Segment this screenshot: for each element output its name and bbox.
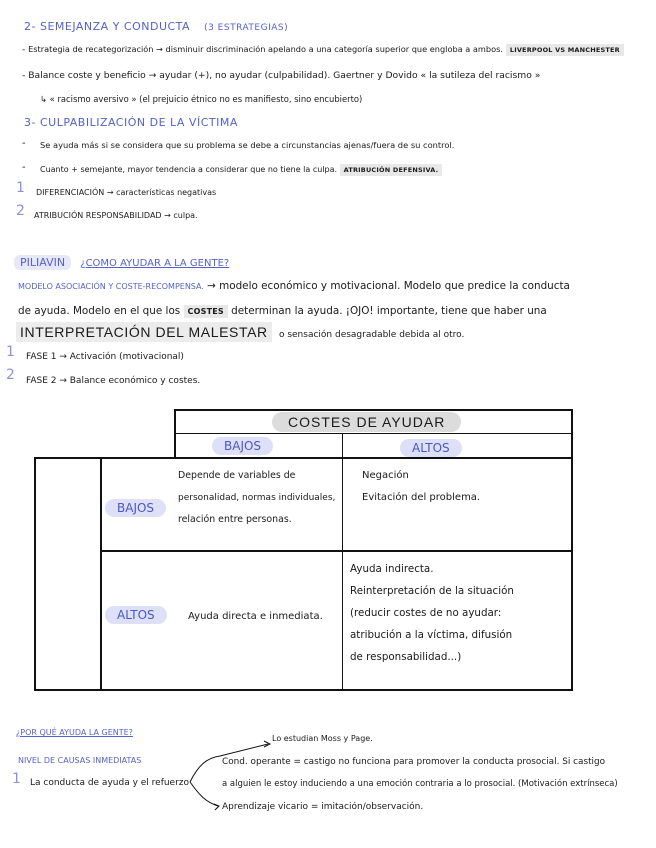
bullet-dash-2: - [22, 162, 26, 173]
cell-text: atribución a la víctima, difusión [350, 629, 513, 641]
responsibility-item: ATRIBUCIÓN RESPONSABILIDAD → culpa. [34, 211, 198, 220]
cell-text: Ayuda directa e inmediata. [188, 611, 323, 622]
bullet-dash-1: - [22, 138, 26, 149]
defensive-attribution-tag: ATRIBUCIÓN DEFENSIVA. [340, 164, 443, 176]
section2-title [24, 20, 288, 33]
how-to-help-question: ¿COMO AYUDAR A LA GENTE? [80, 258, 230, 269]
bullet-dash: - [22, 45, 29, 55]
recategorization-text: Estrategia de recategorización → disminuir discriminación apelando a una categoría superior que engloba a ambos. [28, 44, 503, 54]
number-2: 2 [16, 203, 25, 219]
branch-arrows-icon [184, 738, 244, 808]
immediate-causes-level: NIVEL DE CAUSAS INMEDIATAS [18, 756, 142, 765]
row-header-low: BAJOS [105, 499, 166, 517]
why-help-question: ¿POR QUÉ AYUDA LA GENTE? [16, 728, 133, 737]
liverpool-tag: LIVERPOOL VS MANCHESTER [506, 44, 624, 56]
balance-line: - Balance coste y beneficio → ayudar (+), no ayudar (culpabilidad). Gaertner y Dovido « la sutileza del racismo » [22, 70, 541, 81]
section3-title: 3- CULPABILIZACIÓN DE LA VÍCTIMA [24, 116, 238, 129]
why-number-1: 1 [12, 771, 21, 787]
cell-high-high [350, 558, 514, 668]
phase1-text: FASE 1 → Activación (motivacional) [26, 352, 184, 362]
similarity-text: Cuanto + semejante, mayor tendencia a considerar que no tiene la culpa. [40, 165, 338, 174]
cell-high-low [188, 606, 323, 628]
cell-text: Depende de variables de [178, 470, 296, 481]
section2-line1 [22, 44, 624, 55]
operant-conditioning-line1: Cond. operante = castigo no funciona para promover la conducta prosocial. Si castigo [222, 757, 606, 767]
reinforcement-item: La conducta de ayuda y el refuerzo [30, 778, 190, 788]
piliavin-label: PILIAVIN [14, 255, 71, 270]
cell-text: (reducir costes de no ayudar: [350, 607, 502, 619]
cell-low-high [362, 465, 480, 509]
table-title: COSTES DE AYUDAR [272, 412, 461, 432]
cell-text: Ayuda indirecta. [350, 563, 434, 575]
moss-page-note: Lo estudian Moss y Page. [272, 734, 373, 743]
piliavin-header [14, 256, 229, 269]
interpretation-tail: o sensación desagradable debida al otro. [278, 330, 465, 340]
phase2-text: FASE 2 → Balance económico y costes. [26, 376, 201, 386]
section3-bullet2 [40, 165, 442, 174]
costes-tag: COSTES [184, 305, 228, 318]
interpretation-title: INTERPRETACIÓN DEL MALESTAR [16, 322, 272, 342]
model-text: → modelo económico y motivacional. Modelo que predice la conducta [207, 280, 570, 292]
cell-text: personalidad, normas individuales, [178, 493, 336, 503]
operant-conditioning-line2: a alguien le estoy induciendo a una emoción contraria a lo prosocial. (Motivación extrínseca) [222, 779, 618, 789]
row-header-high: ALTOS [105, 606, 167, 624]
section2-subtitle: (3 ESTRATEGIAS) [204, 23, 289, 33]
interpretation-line [16, 324, 464, 340]
cell-text: Reinterpretación de la situación [350, 585, 514, 597]
cell-text: Evitación del problema. [362, 492, 481, 503]
cell-low-low [178, 465, 335, 531]
costs-line-a: de ayuda. Modelo en el que los [18, 305, 181, 317]
col-header-high: ALTOS [400, 439, 462, 457]
model-label: MODELO ASOCIACIÓN Y COSTE-RECOMPENSA. [18, 282, 204, 291]
model-line [18, 280, 570, 292]
section3-bullet1: Se ayuda más si se considera que su problema se debe a circunstancias ajenas/fuera de su control. [40, 140, 455, 150]
phase-number-2: 2 [6, 367, 15, 383]
aversive-racism-line: ↳ « racismo aversivo » (el prejuicio étnico no es manifiesto, sino encubierto) [40, 94, 363, 104]
cell-text: de responsabilidad...) [350, 651, 462, 663]
cell-text: relación entre personas. [178, 514, 292, 525]
costs-line-b: determinan la ayuda. ¡OJO! importante, tiene que haber una [231, 305, 547, 317]
col-header-low: BAJOS [212, 437, 273, 455]
section2-title-text: 2- SEMEJANZA Y CONDUCTA [24, 20, 191, 33]
differentiation-item: DIFERENCIACIÓN → características negativas [36, 188, 217, 197]
phase-number-1: 1 [6, 344, 15, 360]
cell-text: Negación [362, 470, 409, 481]
vicarious-learning-line: Aprendizaje vicario = imitación/observación. [222, 802, 424, 812]
number-1: 1 [16, 180, 25, 196]
costs-line [18, 305, 547, 317]
